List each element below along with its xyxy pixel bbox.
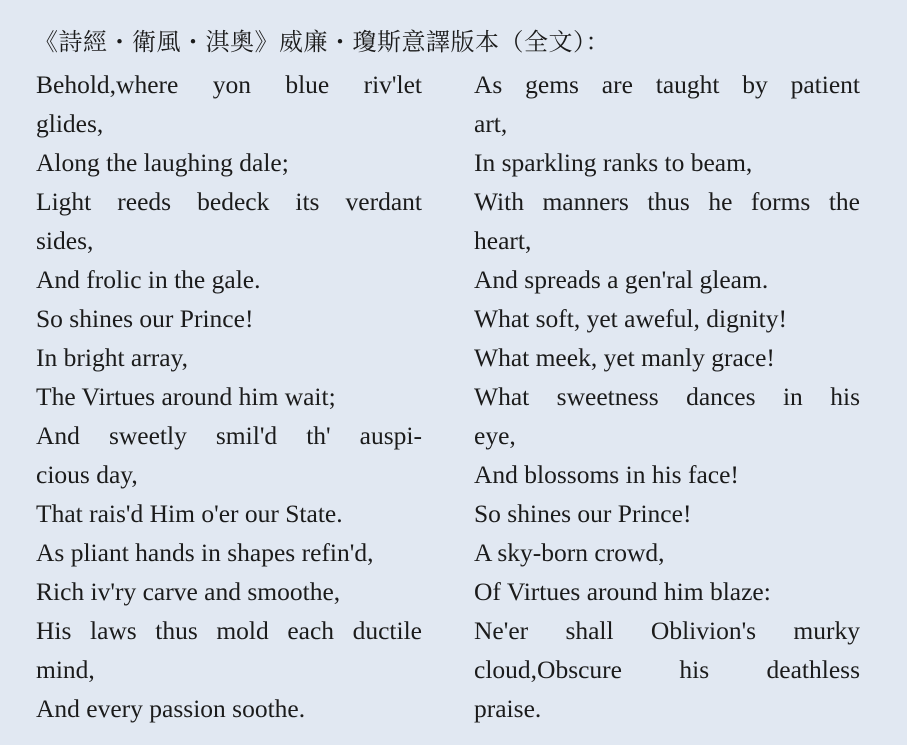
poem-line: What soft, yet aweful, dignity! [474,304,787,333]
poem-line: And every passion soothe. [36,694,306,723]
poem-line: As pliant hands in shapes refin'd, [36,538,374,567]
poem-line: Of Virtues around him blaze: [474,577,771,606]
poem-line: Along the laughing dale; [36,148,289,177]
page-title: 《詩經・衛風・淇奧》威廉・瓊斯意譯版本（全文）： [34,28,610,56]
poem-line: And frolic in the gale. [36,265,261,294]
poem-line: praise. [474,694,542,723]
poem-line: So shines our Prince! [36,304,254,333]
poem-line: And spreads a gen'ral gleam. [474,265,769,294]
poem-line: heart, [474,226,532,255]
poem-line: So shines our Prince! [474,499,692,528]
poem-line: In sparkling ranks to beam, [474,148,753,177]
poem-line: Light reeds bedeck its verdant [36,187,422,216]
poem-line: And sweetly smil'd th' auspi- [36,421,422,450]
poem-line: cious day, [36,460,138,489]
poem-line: What meek, yet manly grace! [474,343,775,372]
poem-column-left [36,65,422,728]
poem-line: The Virtues around him wait; [36,382,336,411]
poem-line: Behold,where yon blue riv'let [36,70,422,99]
poem-line: cloud,Obscure his deathless [474,655,860,684]
poem-line: With manners thus he forms the [474,187,860,216]
poem-line: That rais'd Him o'er our State. [36,499,343,528]
poem-line: As gems are taught by patient [474,70,860,99]
poem-line: sides, [36,226,94,255]
poem-line: A sky-born crowd, [474,538,665,567]
poem-line: In bright array, [36,343,188,372]
poem-line: What sweetness dances in his [474,382,860,411]
poem-line: Ne'er shall Oblivion's murky [474,616,860,645]
poem-line: glides, [36,109,104,138]
poem-column-right [474,65,860,728]
poem-line: His laws thus mold each ductile [36,616,422,645]
poem-line: art, [474,109,508,138]
poem-line: And blossoms in his face! [474,460,739,489]
poem-line: eye, [474,421,516,450]
poem-line: Rich iv'ry carve and smoothe, [36,577,341,606]
poem-line: mind, [36,655,95,684]
